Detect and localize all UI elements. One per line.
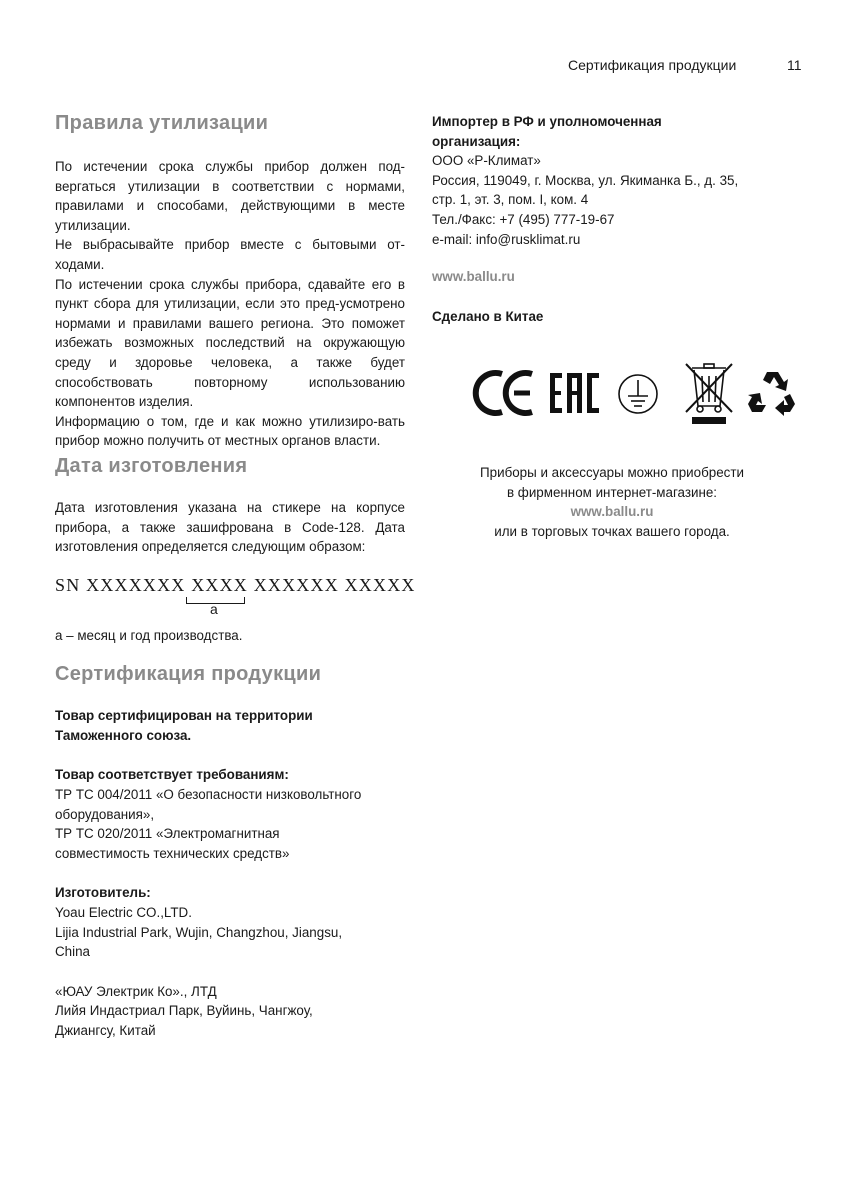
manufacturer-en-line: China	[55, 944, 90, 960]
disposal-paragraph: Не выбрасывайте прибор вместе с бытовыми от-ходами.	[55, 237, 405, 272]
manufacturer-ru-line: Лийя Индастриал Парк, Вуйинь, Чангжоу,	[55, 1003, 313, 1019]
right-column	[432, 112, 802, 326]
serial-number-format	[55, 574, 416, 617]
marks-svg	[470, 360, 800, 450]
shop-website-link[interactable]: www.ballu.ru	[570, 504, 654, 520]
manufacturer-ru-line: «ЮАУ Электрик Ко»., ЛТД	[55, 983, 217, 999]
eac-mark-icon	[550, 373, 599, 413]
certification-heading: Сертификация продукции	[55, 663, 322, 686]
importer-email: e-mail: info@rusklimat.ru	[432, 231, 581, 247]
certified-line: Таможенного союза.	[55, 727, 192, 743]
manufacturer-ru-line: Джиангсу, Китай	[55, 1023, 156, 1038]
shop-line: или в торговых точках вашего города.	[494, 523, 730, 539]
shop-line: в фирменном интернет-магазине:	[506, 484, 718, 500]
left-column	[55, 112, 416, 1041]
date-code-label: a	[210, 600, 218, 617]
certification-marks	[470, 360, 800, 450]
manufacturer-en-line: Lijia Industrial Park, Wujin, Changzhou, Jiangsu,	[55, 924, 343, 940]
importer-line: ООО «Р-Климат»	[432, 153, 541, 169]
complies-line: ТР ТС 020/2011 «Электромагнитная	[55, 826, 280, 842]
made-in-label: Сделано в Китае	[432, 308, 544, 324]
complies-line: совместимость технических средств»	[55, 845, 290, 861]
serial-part: SN XXXXXXX	[55, 574, 192, 595]
importer-title: Импортер в РФ и уполномоченная	[432, 114, 662, 129]
ground-symbol-icon	[619, 375, 657, 413]
date-code-legend: a – месяц и год производства.	[55, 627, 243, 643]
disposal-paragraph: По истечении срока службы прибора, сдавайте его в пункт сбора для утилизации, если это пред-усмотрено нормами и правилами вашего региона. Это поможет избежать возможных последствий на окружающую среду и здоровье человека, а также будет способствовать повторному использованию компонентов изделия.	[55, 276, 405, 410]
crossed-bin-icon	[686, 364, 732, 424]
importer-title: организация:	[432, 133, 521, 149]
website-link[interactable]: www.ballu.ru	[432, 269, 515, 285]
manufacturer-title: Изготовитель:	[55, 885, 151, 901]
manufacture-date-heading: Дата изготовления	[55, 454, 248, 477]
serial-part: XXXXXX XXXXX	[248, 574, 416, 595]
disposal-paragraph: По истечении срока службы прибор должен под-вергаться утилизации в соответствии с нормами, правилами и способами, действующими в месте утилизации.	[55, 159, 405, 233]
complies-title: Товар соответствует требованиям:	[55, 767, 289, 783]
shop-line: Приборы и аксессуары можно приобрести	[480, 465, 744, 480]
manufacture-date-text: Дата изготовления указана на стикере на корпусе прибора, а также зашифрована в Code-128. Дата изготовления определяется следующим образом:	[55, 499, 405, 555]
importer-line: Россия, 119049, г. Москва, ул. Якиманка Б., д. 35,	[432, 172, 739, 188]
page-number: 11	[787, 57, 802, 73]
ce-mark-icon	[476, 373, 532, 413]
complies-line: оборудования»,	[55, 806, 155, 822]
recycle-icon	[748, 372, 795, 416]
disposal-paragraph: Информацию о том, где и как можно утилизиро-вать прибор можно получить от местных органов власти.	[55, 413, 405, 449]
running-header-title: Сертификация продукции	[568, 57, 737, 73]
importer-line: стр. 1, эт. 3, пом. I, ком. 4	[432, 192, 589, 208]
serial-part-date-code: XXXX	[191, 574, 248, 595]
importer-line: Тел./Факс: +7 (495) 777-19-67	[432, 211, 615, 227]
complies-line: ТР ТС 004/2011 «О безопасности низковольтного	[55, 787, 362, 803]
manufacturer-en-line: Yoau Electric CO.,LTD.	[55, 905, 192, 921]
shop-info	[432, 463, 792, 541]
disposal-heading: Правила утилизации	[55, 112, 269, 134]
certified-line: Товар сертифицирован на территории	[55, 708, 313, 724]
